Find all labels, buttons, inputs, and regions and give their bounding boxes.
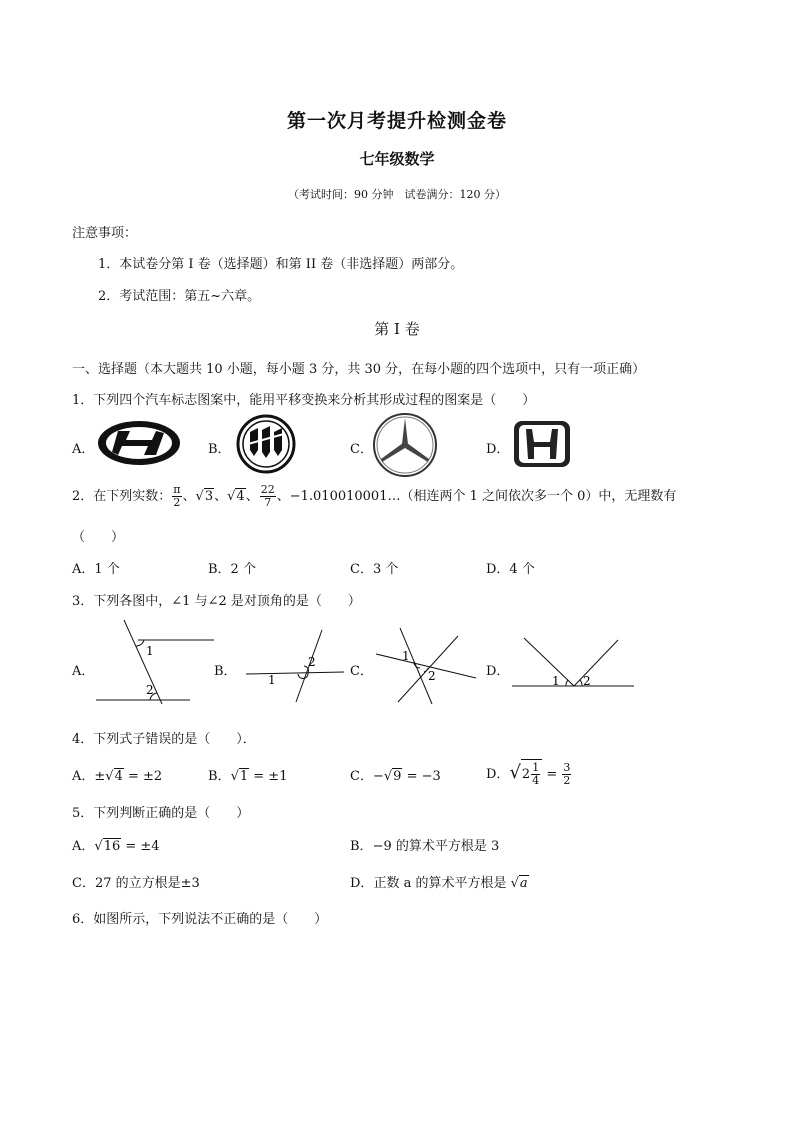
q2-decimal: −1.010010001… [289, 489, 401, 504]
note-item-2: 2．考试范围：第五~六章。 [98, 289, 261, 304]
notes-heading: 注意事项： [72, 226, 138, 241]
q5-option-d: D．正数 a 的算术平方根是 √a [350, 876, 528, 891]
q2-paren: （ ） [72, 530, 125, 545]
section-instruction: 一、选择题（本大题共 10 小题，每小题 3 分，共 30 分，在每小题的四个选项中，只有一项正确） [72, 362, 646, 377]
q1-label-d: D． [486, 442, 510, 457]
exam-title: 第一次月考提升检测金卷 [286, 110, 507, 132]
q4-option-c: C．−√9 = −3 [350, 769, 441, 784]
q2-stem: 2．在下列实数： $\frac{\pi}{2}$ 、√3、√4、 $\frac{22}{7}$ 、−1.010010001…（相连两个 1 之间依次多一个 0）中，无理数有 [72, 483, 677, 509]
q3-label-c: C． [350, 664, 373, 679]
q4-stem: 4．下列式子错误的是（ ）． [72, 732, 256, 747]
mercedes-logo-icon [372, 412, 438, 478]
svg-text:2: 2 [583, 674, 591, 688]
q3-stem: 3．下列各图中，∠1 与∠2 是对顶角的是（ ） [72, 594, 361, 609]
q1-label-c: C． [350, 442, 373, 457]
angle-2-label: 2 [146, 683, 154, 697]
q1-label-a: A． [72, 442, 95, 457]
q3-label-d: D． [486, 664, 510, 679]
q2-option-d: D．4 个 [486, 562, 535, 577]
q3-label-b: B． [214, 664, 237, 679]
svg-text:2: 2 [308, 655, 316, 669]
q5-option-c: C．27 的立方根是±3 [72, 876, 200, 891]
q4-option-a: A．±√4 = ±2 [72, 769, 163, 784]
exam-info: （考试时间：90 分钟 试卷满分：120 分） [288, 188, 506, 201]
q2-suffix: （相连两个 1 之间依次多一个 0）中，无理数有 [400, 489, 677, 504]
buick-logo-icon [236, 414, 296, 474]
q2-prefix: 2．在下列实数： [72, 489, 172, 504]
q1-stem: 1．下列四个汽车标志图案中，能用平移变换来分析其形成过程的图案是（ ） [72, 393, 536, 408]
svg-text:1: 1 [552, 674, 560, 688]
q2-option-c: C．3 个 [350, 562, 399, 577]
q2-option-a: A．1 个 [72, 562, 120, 577]
note-item-1: 1．本试卷分第 I 卷（选择题）和第 II 卷（非选择题）两部分。 [98, 257, 464, 272]
exam-subtitle: 七年级数学 [359, 150, 435, 168]
svg-text:1: 1 [402, 649, 410, 663]
section-title: 第 I 卷 [374, 320, 420, 338]
pi-over-2-fraction: $\frac{\pi}{2}$ [173, 483, 181, 509]
q3-label-a: A． [72, 664, 95, 679]
angle-1-label: 1 [146, 644, 154, 658]
q4-option-d: D．√2 $\frac{1}{4}$ = $\frac{3}{2}$ [486, 758, 572, 790]
sqrt-4: √4 [227, 489, 245, 504]
q2-option-b: B．2 个 [208, 562, 256, 577]
q3-figure-d [510, 636, 636, 692]
q5-option-b: B．−9 的算术平方根是 3 [350, 839, 500, 854]
q4-option-b: B．√1 = ±1 [208, 769, 288, 784]
q5-option-a: A．√16 = ±4 [72, 839, 160, 854]
sqrt-3: √3 [195, 489, 214, 504]
svg-text:2: 2 [428, 669, 436, 683]
honda-logo-icon [512, 419, 572, 469]
q1-label-b: B． [208, 442, 231, 457]
q3-figure-b [236, 626, 348, 706]
hyundai-logo-icon [96, 418, 182, 468]
q5-stem: 5．下列判断正确的是（ ） [72, 806, 250, 821]
22-over-7-fraction: $\frac{22}{7}$ [260, 483, 275, 509]
q3-figure-c [370, 624, 480, 706]
q3-figure-a [94, 618, 218, 704]
q6-stem: 6．如图所示，下列说法不正确的是（ ） [72, 912, 328, 927]
svg-text:1: 1 [268, 673, 276, 687]
